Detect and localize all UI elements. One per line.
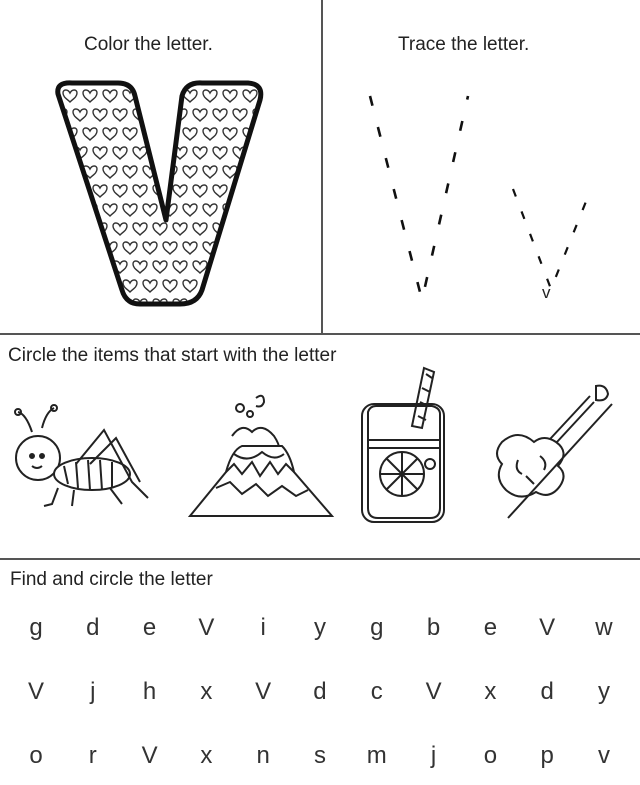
trace-dashed-v-large xyxy=(360,90,480,310)
violin-picture[interactable] xyxy=(478,382,618,522)
letter-row-3 xyxy=(14,742,626,770)
letter-cell[interactable]: y xyxy=(597,678,610,705)
letter-cell[interactable]: V xyxy=(27,678,44,705)
letter-cell[interactable]: j xyxy=(430,742,437,769)
letter-cell[interactable]: x xyxy=(484,678,497,705)
letter-cell[interactable]: h xyxy=(142,678,157,705)
letter-cell[interactable]: o xyxy=(483,742,498,769)
divider-middle xyxy=(0,558,640,560)
find-letter-title: Find and circle the letter xyxy=(10,569,213,590)
volcano-picture[interactable] xyxy=(186,392,336,532)
letter-cell[interactable]: p xyxy=(540,742,554,769)
letter-cell[interactable]: j xyxy=(90,678,96,705)
letter-cell[interactable]: b xyxy=(426,614,441,641)
letter-cell[interactable]: o xyxy=(29,742,43,769)
juice-glass-picture[interactable] xyxy=(356,368,456,528)
circle-items-title: Circle the items that start with the letter xyxy=(8,345,337,366)
letter-cell[interactable]: g xyxy=(29,614,43,641)
letter-cell[interactable]: y xyxy=(313,614,326,641)
divider-top xyxy=(0,333,640,335)
letter-cell[interactable]: s xyxy=(313,742,326,769)
letter-cell[interactable]: g xyxy=(370,614,384,641)
letter-cell[interactable]: r xyxy=(88,742,97,769)
letter-cell[interactable]: x xyxy=(200,742,213,769)
letter-cell[interactable]: d xyxy=(86,614,100,641)
letter-cell[interactable]: V xyxy=(198,614,215,641)
letter-row-1 xyxy=(14,614,626,642)
top-divider-vertical xyxy=(321,0,323,334)
letter-cell[interactable]: V xyxy=(539,614,556,641)
letter-cell[interactable]: c xyxy=(370,678,383,705)
letter-row-2 xyxy=(14,678,626,706)
letter-cell[interactable]: e xyxy=(483,614,498,641)
letter-cell[interactable]: i xyxy=(260,614,266,641)
letter-cell[interactable]: d xyxy=(313,678,327,705)
letter-cell[interactable]: v xyxy=(597,742,610,769)
trace-small-letter: v xyxy=(542,283,551,302)
letter-cell[interactable]: w xyxy=(595,614,613,641)
letter-cell[interactable]: x xyxy=(200,678,213,705)
letter-cell[interactable]: V xyxy=(425,678,442,705)
letter-cell[interactable]: V xyxy=(141,742,158,769)
letter-cell[interactable]: m xyxy=(366,742,387,769)
letter-cell[interactable]: n xyxy=(256,742,270,769)
letter-cell[interactable]: e xyxy=(142,614,157,641)
letter-cell[interactable]: d xyxy=(540,678,554,705)
hearts-letter-v xyxy=(52,80,272,310)
color-letter-title: Color the letter. xyxy=(84,34,213,55)
letter-cell[interactable]: V xyxy=(255,678,272,705)
grasshopper-picture[interactable] xyxy=(12,400,162,520)
trace-letter-title: Trace the letter. xyxy=(398,34,530,55)
